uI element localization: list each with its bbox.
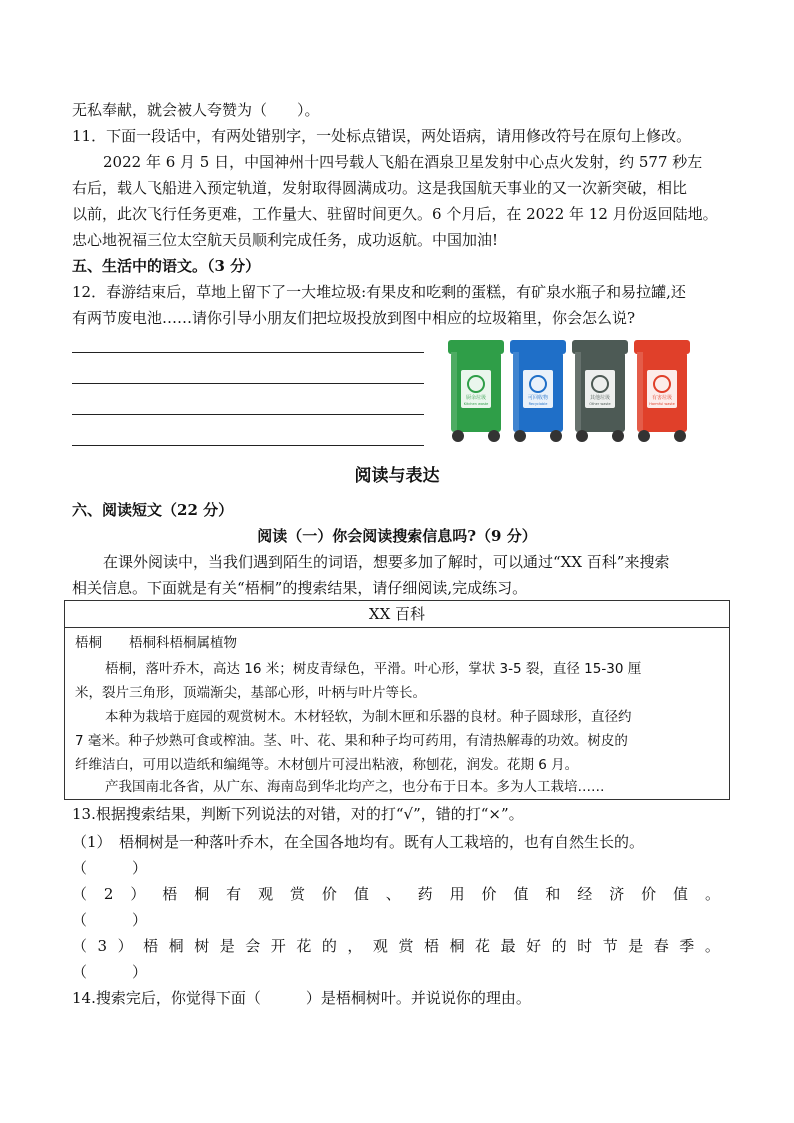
statement-char: 价: [481, 885, 497, 903]
statement-2: [72, 884, 720, 904]
answer-paren[interactable]: （ ）: [72, 859, 148, 877]
bin-lid: [448, 340, 504, 354]
statement-char: 最: [500, 937, 516, 955]
statement-char: 会: [245, 937, 261, 955]
statement-char: ）: [117, 937, 133, 955]
answer-line[interactable]: [72, 383, 424, 384]
encyclopedia-text: 纤维洁白，可用以造纸和编绳等。木材刨片可浸出粘液，称刨花，润发。花期 6 月。: [75, 757, 579, 773]
statement-char: 春: [653, 937, 669, 955]
statement-char: 和: [545, 885, 561, 903]
statement-char: 值: [673, 885, 689, 903]
bin-sublabel: Recyclable: [528, 402, 548, 406]
encyclopedia-entry-title: 梧桐 梧桐科梧桐属植物: [75, 635, 237, 651]
bin-label: 厨余垃圾: [465, 395, 487, 401]
statement-char: 值: [513, 885, 529, 903]
answer-paren[interactable]: （ ）: [72, 963, 148, 981]
continued-question-text: 无私奉献，就会被人夸赞为（ ）。: [72, 101, 320, 119]
statement-char: 好: [526, 937, 542, 955]
encyclopedia-text: 本种为栽培于庭园的观赏树木。木材轻软，为制木匣和乐器的良材。种子圆球形，直径约: [105, 709, 632, 725]
garbage-bin: [634, 340, 690, 442]
bin-highlight: [513, 352, 519, 432]
bin-wheel: [550, 430, 562, 442]
section-6-heading: 六、阅读短文（22 分）: [72, 501, 234, 519]
bin-sublabel: Other waste: [589, 402, 611, 406]
statement-char: 节: [602, 937, 618, 955]
encyclopedia-header: XX 百科: [65, 601, 729, 628]
statement-char: 观: [372, 937, 388, 955]
answer-paren[interactable]: （ ）: [72, 911, 148, 929]
encyclopedia-box: [64, 600, 730, 800]
encyclopedia-text: 梧桐，落叶乔木，高达 16 米；树皮青绿色，平滑。叶心形，掌状 3-5 裂，直径 15-30 厘: [105, 661, 642, 677]
bin-wheel: [612, 430, 624, 442]
statement-char: 价: [321, 885, 337, 903]
bin-lid: [634, 340, 690, 354]
answer-line[interactable]: [72, 414, 424, 415]
bin-lid: [510, 340, 566, 354]
bin-label: 可回收物: [527, 395, 549, 401]
statement-char: 有: [226, 885, 242, 903]
statement-char: 经: [577, 885, 593, 903]
answer-line[interactable]: [72, 352, 424, 353]
bin-wheel: [576, 430, 588, 442]
bin-wheel: [638, 430, 650, 442]
statement-char: （: [72, 885, 88, 903]
reading-1-title: 阅读（一）你会阅读搜索信息吗?（9 分）: [257, 527, 537, 545]
statement-char: 、: [385, 885, 401, 903]
q11-passage-line: 以前，此次飞行任务更难，工作量大、驻留时间更久。6 个月后，在 2022 年 12 月份返回陆地。: [72, 205, 718, 223]
bin-wheel: [488, 430, 500, 442]
encyclopedia-text: 7 毫米。种子炒熟可食或榨油。茎、叶、花、果和种子均可药用，有清热解毒的功效。树皮的: [75, 733, 628, 749]
statement-char: 花: [475, 937, 491, 955]
question-13: 13.根据搜索结果，判断下列说法的对错，对的打“√”，错的打“×”。: [72, 805, 524, 823]
statement-char: 观: [258, 885, 274, 903]
statement-char: （: [72, 937, 88, 955]
statement-char: 用: [449, 885, 465, 903]
statement-char: 时: [577, 937, 593, 955]
statement-char: 开: [270, 937, 286, 955]
section-5-heading: 五、生活中的语文。（3 分）: [72, 257, 261, 275]
answer-line[interactable]: [72, 445, 424, 446]
encyclopedia-text: 米，裂片三角形，顶端渐尖，基部心形，叶柄与叶片等长。: [75, 685, 426, 701]
statement-char: 桐: [194, 885, 210, 903]
statement-char: 梧: [423, 937, 439, 955]
bin-highlight: [575, 352, 581, 432]
encyclopedia-text: 产我国南北各省，从广东、海南岛到华北均产之，也分布于日本。多为人工栽培……: [105, 779, 605, 795]
statement-char: 树: [194, 937, 210, 955]
statement-char: 药: [417, 885, 433, 903]
statement-char: 是: [628, 937, 644, 955]
statement-char: 花: [296, 937, 312, 955]
question-12: 12．春游结束后，草地上留下了一大堆垃圾:有果皮和吃剩的蛋糕，有矿泉水瓶子和易拉罐,还: [72, 283, 686, 301]
garbage-bin: [448, 340, 504, 442]
statement-char: 桐: [449, 937, 465, 955]
statement-char: 桐: [168, 937, 184, 955]
statement-char: 济: [609, 885, 625, 903]
bin-sublabel: Harmful waste: [649, 402, 675, 406]
garbage-bins-image: [444, 336, 694, 446]
bin-highlight: [451, 352, 457, 432]
statement-char: 3: [97, 937, 108, 955]
question-12-cont: 有两节废电池……请你引导小朋友们把垃圾投放到图中相应的垃圾箱里，你会怎么说?: [72, 309, 636, 327]
statement-3: [72, 936, 720, 956]
statement-char: 梧: [162, 885, 178, 903]
statement-char: 的: [551, 937, 567, 955]
question-11: 11．下面一段话中，有两处错别字，一处标点错误，两处语病，请用修改符号在原句上修改。: [72, 127, 692, 145]
statement-char: 是: [219, 937, 235, 955]
question-14: 14.搜索完后，你觉得下面（ ）是梧桐树叶。并说说你的理由。: [72, 989, 531, 1007]
intro-text: 在课外阅读中，当我们遇到陌生的词语，想要多加了解时，可以通过“XX 百科”来搜索: [103, 553, 670, 571]
bin-label: 其他垃圾: [589, 395, 611, 401]
bin-wheel: [514, 430, 526, 442]
statement-char: 值: [353, 885, 369, 903]
garbage-bin: [510, 340, 566, 442]
statement-1: （1） 梧桐树是一种落叶乔木，在全国各地均有。既有人工栽培的，也有自然生长的。: [72, 833, 645, 851]
intro-text: 相关信息。下面就是有关“梧桐”的搜索结果，请仔细阅读,完成练习。: [72, 579, 528, 597]
statement-char: 价: [641, 885, 657, 903]
bin-highlight: [637, 352, 643, 432]
bin-label: 有害垃圾: [651, 395, 673, 401]
statement-char: 梧: [143, 937, 159, 955]
part-title: 阅读与表达: [354, 466, 440, 486]
bin-sublabel: Kitchen waste: [463, 402, 489, 406]
statement-char: 。: [704, 885, 720, 903]
statement-char: ，: [347, 937, 363, 955]
statement-char: ）: [130, 885, 146, 903]
statement-char: 赏: [289, 885, 305, 903]
q11-passage-line: 右后，载人飞船进入预定轨道，发射取得圆满成功。这是我国航天事业的又一次新突破，相比: [72, 179, 688, 197]
statement-char: 。: [704, 937, 720, 955]
statement-char: 的: [321, 937, 337, 955]
statement-char: 赏: [398, 937, 414, 955]
bin-wheel: [452, 430, 464, 442]
garbage-bin: [572, 340, 628, 442]
q11-passage-line: 忠心地祝福三位太空航天员顺利完成任务，成功返航。中国加油!: [72, 231, 499, 249]
statement-char: 2: [103, 885, 114, 903]
q11-passage-line: 2022 年 6 月 5 日，中国神州十四号载人飞船在酒泉卫星发射中心点火发射，约 577 秒左: [103, 153, 703, 171]
statement-char: 季: [679, 937, 695, 955]
bin-wheel: [674, 430, 686, 442]
bin-lid: [572, 340, 628, 354]
